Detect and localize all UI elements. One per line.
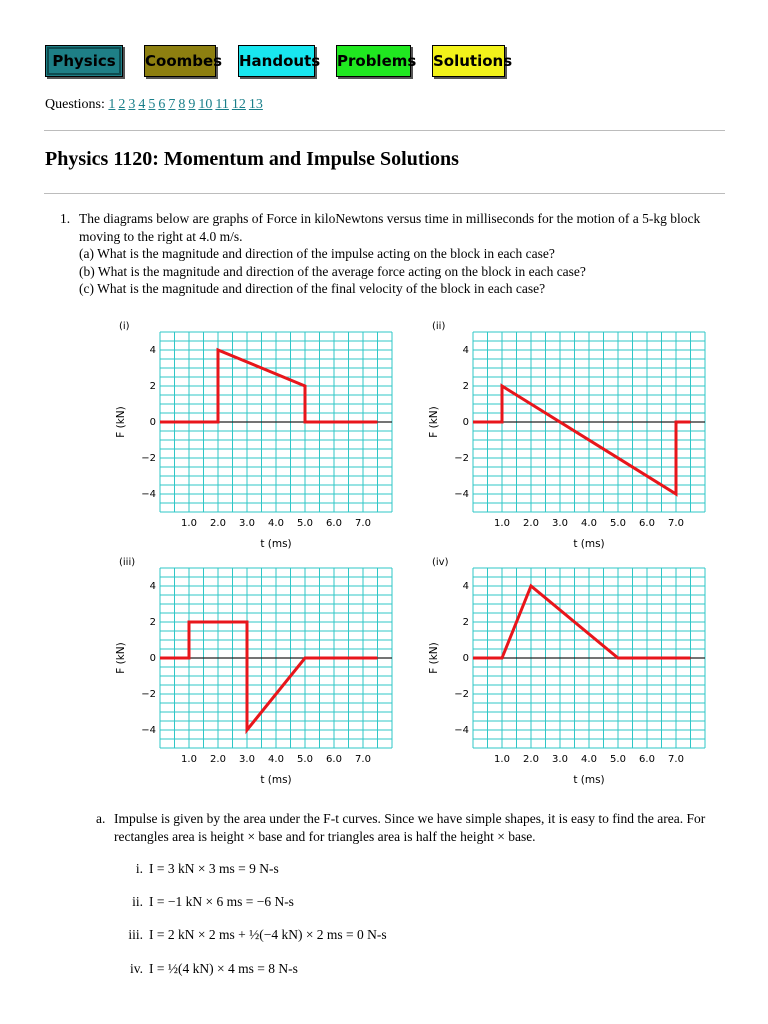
- question-link-3[interactable]: 3: [128, 97, 136, 112]
- answer-item: iv. I = ½(4 kN) × 4 ms = 8 N-s: [130, 961, 298, 976]
- answer-item: iii. I = 2 kN × 2 ms + ½(−4 kN) × 2 ms = 0 N-s: [128, 927, 387, 942]
- question-link-2[interactable]: 2: [118, 97, 126, 112]
- graph-iv: [418, 554, 713, 794]
- answer-item: i. I = 3 kN × 3 ms = 9 N-s: [135, 861, 279, 876]
- x-tick-label: 6.0: [326, 754, 342, 765]
- y-tick-label: 0: [149, 417, 156, 428]
- nav-physics-button[interactable]: Physics: [45, 45, 123, 77]
- x-tick-label: 1.0: [494, 754, 510, 765]
- answer-item: ii. I = −1 kN × 6 ms = −6 N-s: [132, 894, 294, 909]
- question-link-7[interactable]: 7: [168, 97, 176, 112]
- y-axis-label: F (kN): [115, 642, 127, 674]
- x-tick-label: 3.0: [239, 754, 255, 765]
- y-axis-label: F (kN): [428, 406, 440, 438]
- y-axis-label: F (kN): [428, 642, 440, 674]
- x-tick-label: 5.0: [610, 518, 626, 529]
- x-tick-label: 4.0: [581, 754, 597, 765]
- y-tick-label: 0: [462, 417, 469, 428]
- question-link-10[interactable]: 10: [198, 97, 213, 112]
- graph-ii: [418, 318, 713, 558]
- question-part-b: (b) What is the magnitude and direction of the average force acting on the block in each case?: [79, 263, 586, 279]
- question-number: 1.: [60, 211, 71, 226]
- question-link-8[interactable]: 8: [178, 97, 186, 112]
- question-part-a: (a) What is the magnitude and direction of the impulse acting on the block in each case?: [79, 246, 555, 261]
- x-tick-label: 7.0: [355, 518, 371, 529]
- x-tick-label: 1.0: [494, 518, 510, 529]
- nav-handouts-button[interactable]: Handouts: [238, 45, 315, 77]
- x-tick-label: 6.0: [639, 518, 655, 529]
- y-tick-label: −2: [454, 453, 469, 464]
- page-title: Physics 1120: Momentum and Impulse Solutions: [45, 148, 459, 170]
- panel-label: (i): [119, 321, 130, 332]
- x-tick-label: 2.0: [210, 518, 226, 529]
- x-tick-label: 3.0: [552, 518, 568, 529]
- graph-iii: [105, 554, 400, 794]
- y-tick-label: −4: [454, 725, 469, 736]
- x-tick-label: 3.0: [552, 754, 568, 765]
- y-tick-label: 4: [149, 581, 156, 592]
- graph-i: [105, 318, 400, 558]
- question-link-5[interactable]: 5: [148, 97, 156, 112]
- y-tick-label: 4: [462, 345, 469, 356]
- x-tick-label: 4.0: [581, 518, 597, 529]
- question-1: [60, 210, 710, 298]
- nav-solutions-button[interactable]: Solutions: [432, 45, 505, 77]
- y-tick-label: 0: [462, 653, 469, 664]
- y-tick-label: 2: [149, 381, 156, 392]
- y-tick-label: 2: [149, 617, 156, 628]
- nav-problems-button[interactable]: Problems: [336, 45, 411, 77]
- question-part-c: (c) What is the magnitude and direction of the final velocity of the block in each case?: [79, 281, 546, 296]
- question-link-4[interactable]: 4: [138, 97, 146, 112]
- x-axis-label: t (ms): [573, 538, 605, 550]
- y-axis-label: F (kN): [115, 406, 127, 438]
- questions-label: Questions:: [45, 97, 105, 112]
- x-tick-label: 7.0: [668, 518, 684, 529]
- x-tick-label: 5.0: [297, 518, 313, 529]
- question-link-11[interactable]: 11: [215, 97, 229, 112]
- question-link-12[interactable]: 12: [231, 97, 246, 112]
- y-tick-label: −2: [141, 453, 156, 464]
- y-tick-label: −4: [141, 725, 156, 736]
- x-tick-label: 4.0: [268, 754, 284, 765]
- panel-label: (iii): [119, 557, 136, 568]
- divider: [44, 193, 725, 194]
- x-axis-label: t (ms): [573, 774, 605, 786]
- question-link-1[interactable]: 1: [108, 97, 116, 112]
- y-tick-label: 2: [462, 381, 469, 392]
- question-link-13[interactable]: 13: [248, 97, 263, 112]
- x-tick-label: 6.0: [326, 518, 342, 529]
- y-tick-label: 0: [149, 653, 156, 664]
- x-tick-label: 2.0: [210, 754, 226, 765]
- y-tick-label: −2: [141, 689, 156, 700]
- y-tick-label: 4: [149, 345, 156, 356]
- y-tick-label: −4: [454, 489, 469, 500]
- x-axis-label: t (ms): [260, 774, 292, 786]
- panel-label: (ii): [432, 321, 446, 332]
- x-tick-label: 5.0: [610, 754, 626, 765]
- x-tick-label: 7.0: [668, 754, 684, 765]
- question-text: The diagrams below are graphs of Force in kiloNewtons versus time in milliseconds for the motion of a 5-kg block moving to the right at 4.0 m/s.: [79, 211, 701, 244]
- nav-coombes-button[interactable]: Coombes: [144, 45, 216, 77]
- x-tick-label: 7.0: [355, 754, 371, 765]
- y-tick-label: −4: [141, 489, 156, 500]
- divider: [44, 130, 725, 131]
- x-tick-label: 2.0: [523, 518, 539, 529]
- answer-number: a.: [96, 811, 106, 826]
- question-link-9[interactable]: 9: [188, 97, 196, 112]
- x-tick-label: 3.0: [239, 518, 255, 529]
- x-tick-label: 4.0: [268, 518, 284, 529]
- x-tick-label: 1.0: [181, 754, 197, 765]
- answer-a: [96, 810, 716, 846]
- y-tick-label: −2: [454, 689, 469, 700]
- panel-label: (iv): [432, 557, 449, 568]
- x-tick-label: 1.0: [181, 518, 197, 529]
- question-links: [45, 97, 266, 113]
- question-link-6[interactable]: 6: [158, 97, 166, 112]
- answer-text: Impulse is given by the area under the F-t curves. Since we have simple shapes, it is easy to find the area. For rectangles area is height × base and for triangles area is half the height × base.: [114, 811, 706, 844]
- x-tick-label: 6.0: [639, 754, 655, 765]
- x-tick-label: 2.0: [523, 754, 539, 765]
- y-tick-label: 4: [462, 581, 469, 592]
- y-tick-label: 2: [462, 617, 469, 628]
- x-axis-label: t (ms): [260, 538, 292, 550]
- x-tick-label: 5.0: [297, 754, 313, 765]
